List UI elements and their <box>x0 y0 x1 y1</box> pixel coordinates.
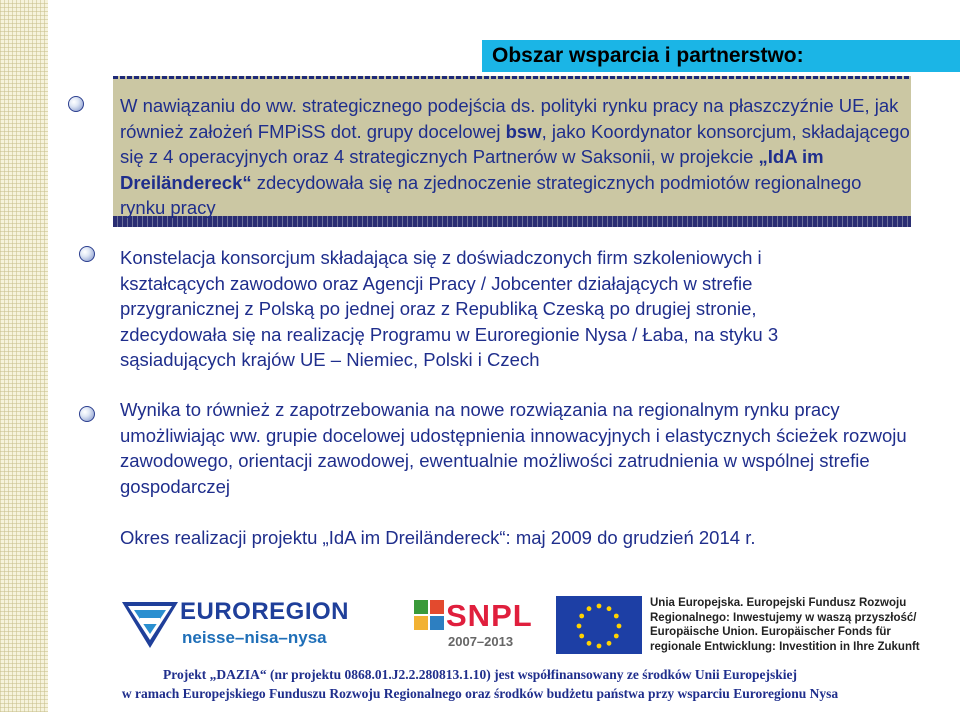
footer-line-2: w ramach Europejskiego Funduszu Rozwoju Regionalnego oraz środków budżetu państwa przy wsparciu Euroregionu Nysa <box>121 686 839 701</box>
eu-funding-line-2: Regionalnego: Inwestujemy w waszą przyszłość/ <box>650 611 917 624</box>
paragraph-consortium-text-3: zdecydowała się na zjednoczenie strategicznych podmiotów regionalnego rynku pracy <box>120 171 862 218</box>
paragraph-need: Wynika to również z zapotrzebowania na nowe rozwiązania na regionalnym rynku pracy umożliwiając ww. grupie docelowej udostępnienia innowacyjnych i elastycznych ścieżek rozwoju zawodowego, orientacji zawodowej, ewentualnie możliwości zatrudnienia w wspólnej strefie gospodarczej <box>120 399 907 497</box>
decorative-left-stripe <box>0 0 48 712</box>
paragraph-consortium-bold-project: „IdA im Dreiländereck“ <box>120 146 824 193</box>
snpl-name: SNPL <box>446 598 533 633</box>
euroregion-logo <box>120 596 350 652</box>
paragraph-consortium-text-1: W nawiązaniu do ww. strategicznego podejścia ds. polityki rynku pracy na płaszczyźnie UE, jak również założeń FMPiSS dot. grupy docelowej <box>120 95 899 142</box>
slide-title: Obszar wsparcia i partnerstwo: <box>482 40 960 72</box>
euroregion-subtitle: neisse–nisa–nysa <box>182 628 327 647</box>
bullet-icon <box>79 246 95 262</box>
paragraph-consortium-text-2: , jako Koordynator konsorcjum, składającego się z 4 operacyjnych oraz 4 strategicznych Partnerów w Saksonii, w projekcie <box>120 120 910 167</box>
paragraph-consortium <box>120 93 910 221</box>
snpl-emblem-icon <box>414 600 444 644</box>
footer-line-1: Projekt „DAZIA“ (nr projektu 0868.01.J2.2.280813.1.10) jest współfinansowany ze środków Unii Europejskiej <box>162 667 798 682</box>
eu-funding-text <box>650 596 950 654</box>
snpl-years: 2007–2013 <box>448 634 514 649</box>
paragraph-constellation: Konstelacja konsorcjum składająca się z doświadczonych firm szkoleniowych i kształcących zawodowo oraz Agencji Pracy / Jobcenter działających w strefie przygranicznej z Polską po jednej oraz z Republiką Czeską po drugiej stronie, zdecydowała się na realizację Programu w Euroregionie Nysa / Łaba, na styku 3 sąsiadujących krajów UE – Niemiec, Polski i Czech <box>120 247 779 370</box>
euroregion-name: EUROREGION <box>180 598 350 625</box>
bullet-icon <box>68 96 84 112</box>
eu-funding-line-4: regionale Entwicklung: Investition in Ihre Zukunft <box>650 640 920 653</box>
eu-funding-line-1: Unia Europejska. Europejski Fundusz Rozwoju <box>650 597 907 609</box>
bullet-icon <box>79 406 95 422</box>
paragraph-period: Okres realizacji projektu „IdA im Dreiländereck“: maj 2009 do grudzień 2014 r. <box>120 527 756 548</box>
euroregion-emblem-icon <box>120 596 180 652</box>
eu-flag-icon <box>556 596 642 654</box>
paragraph-consortium-bold-bsw: bsw <box>505 120 542 142</box>
highlight-box-top-edge <box>113 76 911 79</box>
eu-funding-line-3: Europäische Union. Europäischer Fonds für <box>650 626 891 638</box>
eu-flag-logo <box>556 596 642 654</box>
snpl-logo <box>414 596 534 654</box>
